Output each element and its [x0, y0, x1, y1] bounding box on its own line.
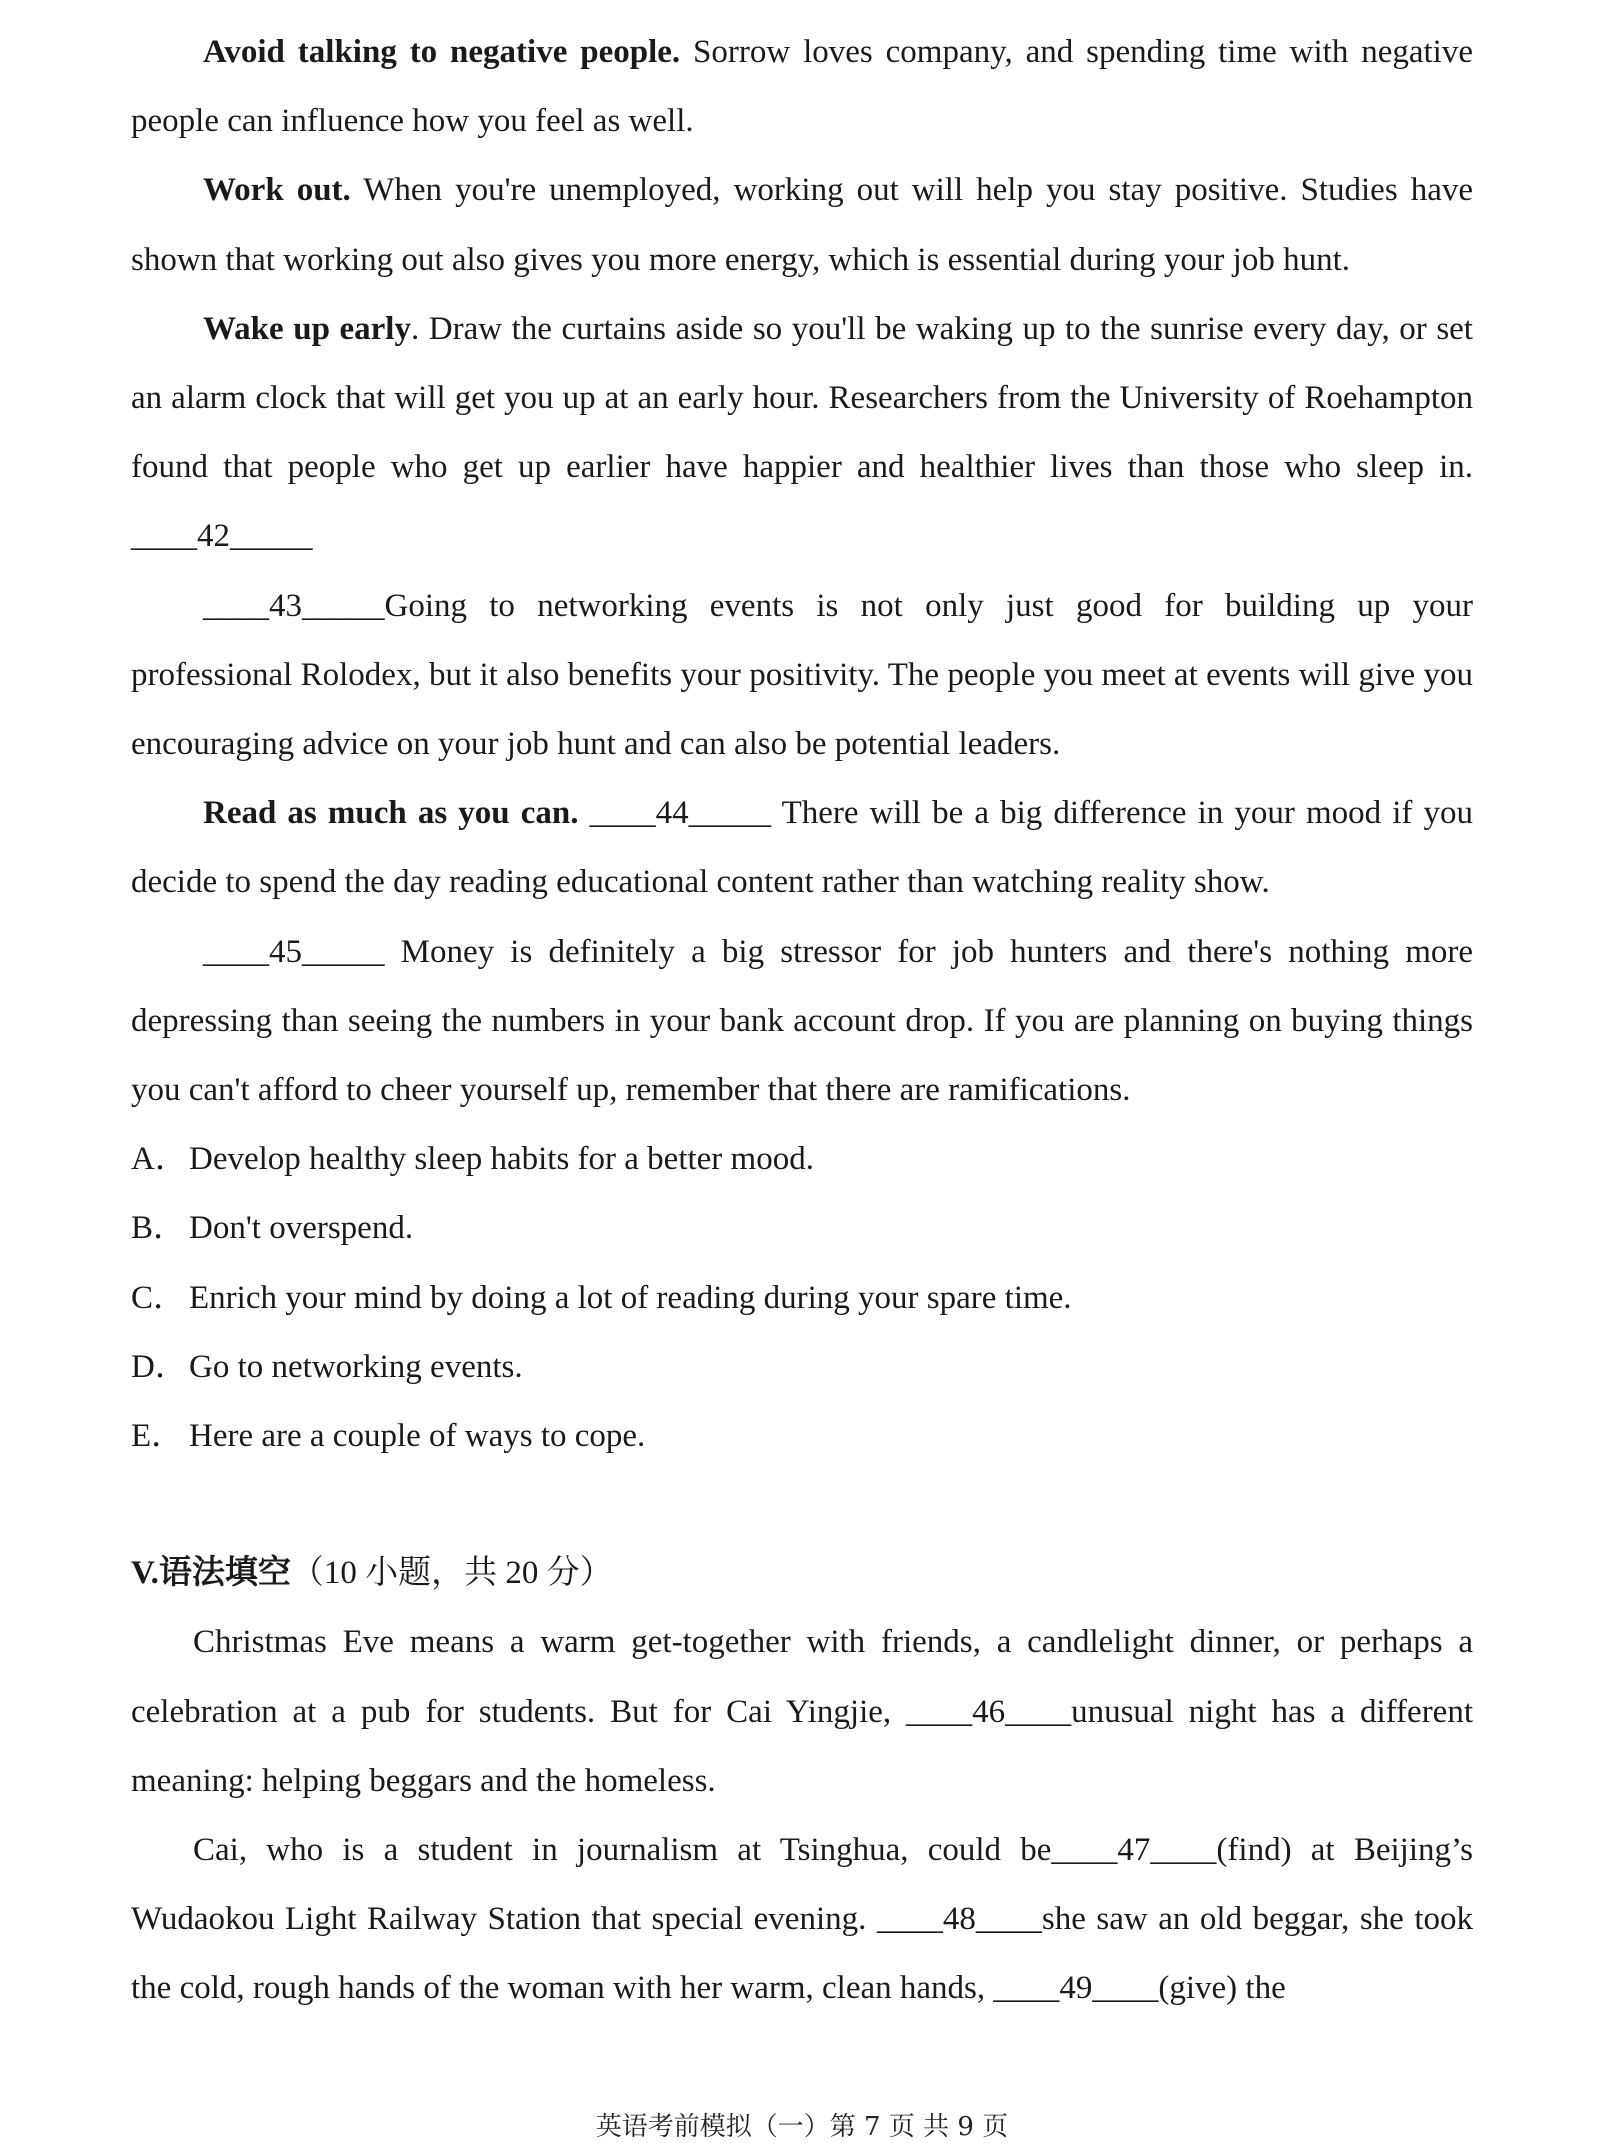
heading-wake-up-early: Wake up early: [203, 310, 411, 347]
paragraph-text: ____43_____Going to networking events is not only just good for building up your professional Rolodex, but it also benefits your positivity. The people you meet at events will give you encouraging advice on your job hunt and can also be potential leaders.: [131, 587, 1473, 763]
options-list: [131, 1125, 1473, 1471]
paragraph-text: When you're unemployed, working out will help you stay positive. Studies have shown that working out also gives you more energy, which is essential during your job hunt.: [131, 172, 1473, 278]
paragraph-christmas-eve: [131, 1608, 1473, 1816]
heading-read: Read as much as you can.: [203, 795, 579, 832]
option-c: [131, 1264, 1473, 1333]
heading-work-out: Work out.: [203, 172, 351, 209]
paragraph-cai: [131, 1816, 1473, 2024]
paragraph-networking: [131, 572, 1473, 780]
paragraph-negative-people: [131, 18, 1473, 156]
paragraph-money: [131, 918, 1473, 1126]
paragraph-text: Christmas Eve means a warm get-together with friends, a candlelight dinner, or perhaps a celebration at a pub for students. But for Cai Yingjie, ____46____unusual night has a different meaning: helping beggars and the homeless.: [131, 1624, 1473, 1799]
option-b: [131, 1194, 1473, 1263]
paragraph-read: [131, 779, 1473, 917]
option-text: Here are a couple of ways to cope.: [189, 1418, 646, 1455]
section-title: V.语法填空: [131, 1555, 291, 1592]
option-text: Don't overspend.: [189, 1210, 414, 1247]
paragraph-wake-up-early: [131, 295, 1473, 572]
option-e: [131, 1402, 1473, 1471]
option-text: Enrich your mind by doing a lot of reading during your spare time.: [189, 1279, 1072, 1316]
option-letter: C．: [131, 1279, 187, 1316]
section-score: （10 小题，共 20 分）: [290, 1555, 613, 1592]
page-content: [131, 18, 1473, 2024]
section-heading: [131, 1539, 1473, 1608]
page-footer: 英语考前模拟（一）第 7 页 共 9 页: [595, 2112, 1009, 2142]
heading-negative-people: Avoid talking to negative people.: [203, 34, 681, 70]
option-letter: D．: [131, 1348, 188, 1385]
paragraph-work-out: [131, 156, 1473, 294]
option-text: Develop healthy sleep habits for a better mood.: [189, 1141, 814, 1178]
paragraph-text: . Draw the curtains aside so you'll be waking up to the sunrise every day, or set an alarm clock that will get you up at an early hour. Researchers from the University of Roehampton found that people who get up earlier have happier and healthier lives than those who sleep in. ____42_____: [131, 310, 1473, 555]
option-letter: E．: [131, 1418, 185, 1455]
option-text: Go to networking events.: [189, 1348, 523, 1385]
paragraph-text: ____45_____ Money is definitely a big stressor for job hunters and there's nothing more depressing than seeing the numbers in your bank account drop. If you are planning on buying things you can't afford to cheer yourself up, remember that there are ramifications.: [131, 933, 1473, 1109]
option-a: [131, 1125, 1473, 1194]
paragraph-text: Sorrow loves company, and spending time with negative people can influence how you feel as well.: [131, 34, 1473, 140]
option-d: [131, 1333, 1473, 1402]
option-letter: A．: [131, 1141, 188, 1178]
paragraph-text: ____44_____ There will be a big difference in your mood if you decide to spend the day reading educational content rather than watching reality show.: [131, 795, 1473, 901]
paragraph-text: Cai, who is a student in journalism at Tsinghua, could be____47____(find) at Beijing’s Wudaokou Light Railway Station that special evening. ____48____she saw an old beggar, she took the cold, rough hands of the woman with her warm, clean hands, ____49____(give) the: [131, 1832, 1473, 2007]
option-letter: B．: [131, 1210, 187, 1247]
